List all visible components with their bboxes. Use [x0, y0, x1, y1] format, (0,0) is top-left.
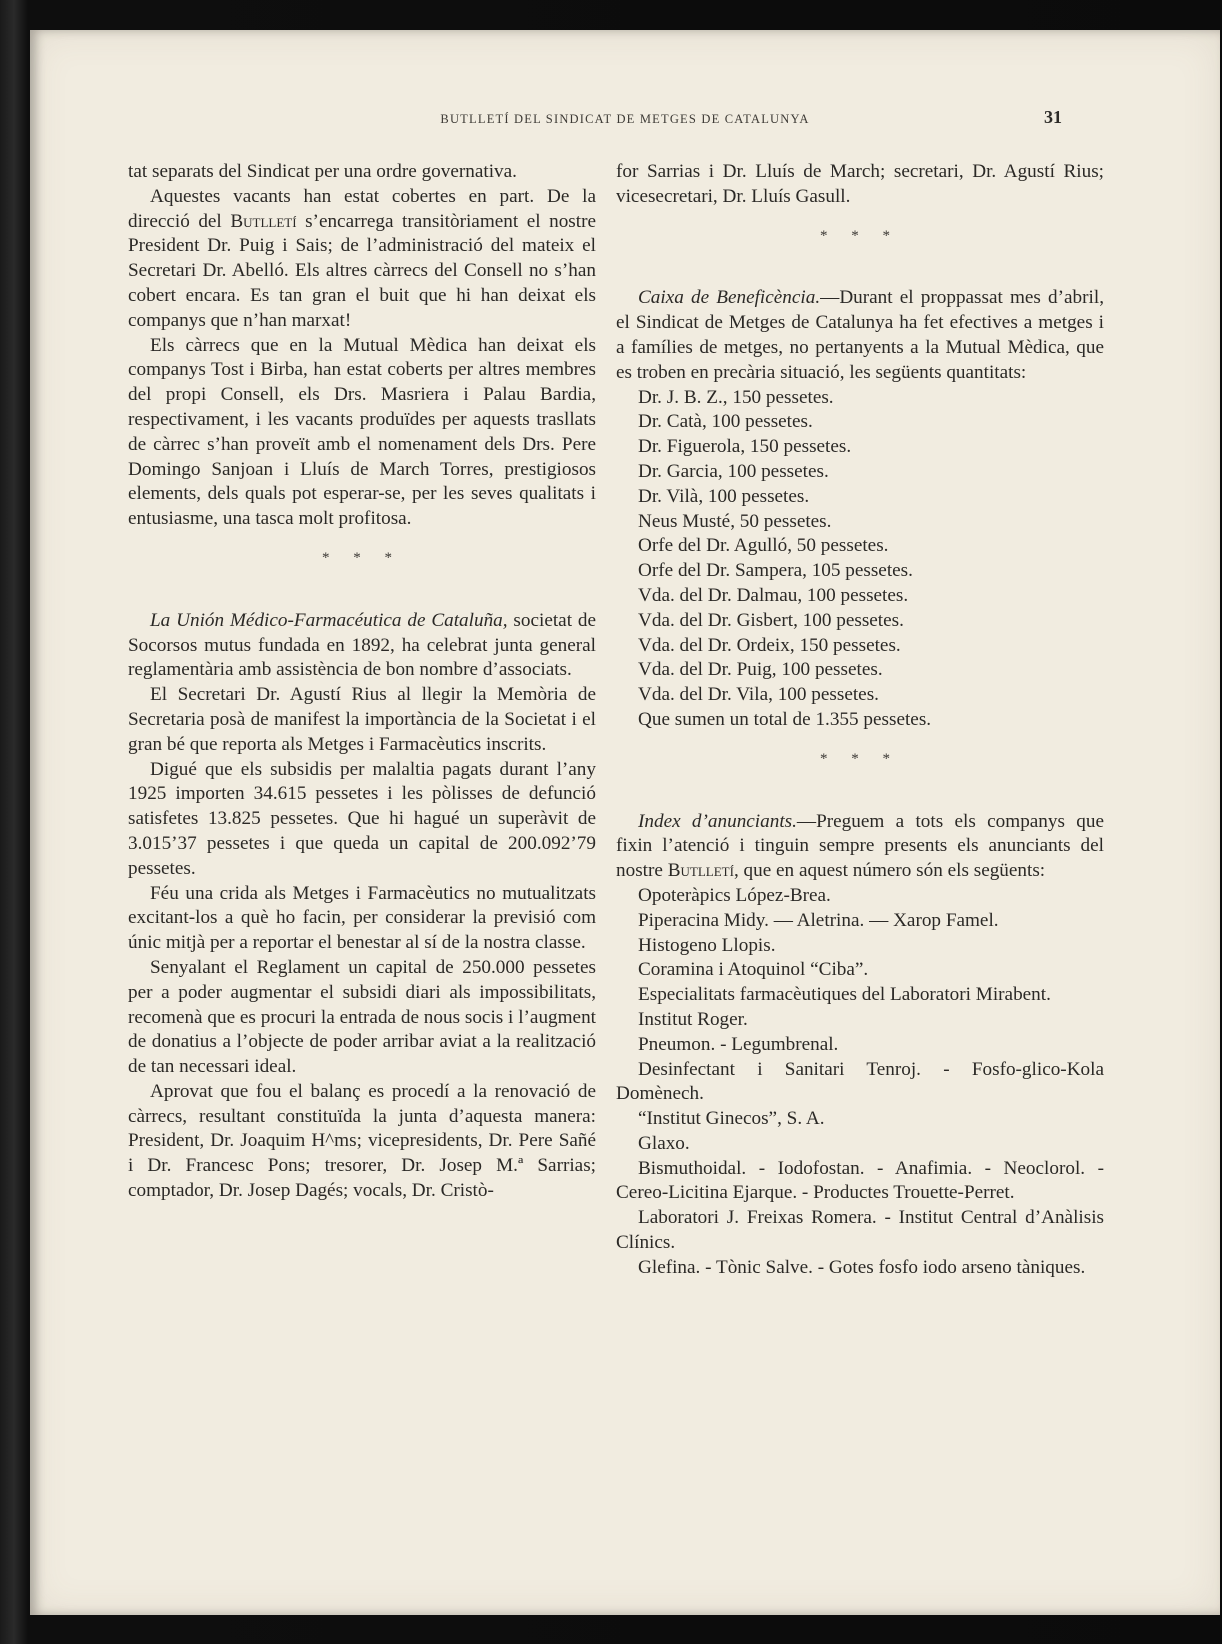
left-column — [128, 160, 596, 1204]
list-item: Dr. J. B. Z., 150 pessetes. — [638, 386, 834, 408]
section-lead: La Unión Médico-Farmacéutica de Cataluña, — [150, 609, 508, 631]
text-run: s’encarrega transitòriament el nostre President Dr. Puig i Sais; de l’administració del mateix el Secretari Dr. Abelló. Els altres càrrecs del Consell no s’han cobert encara. Es tan gran el buit que hi han deixat els companys que n’han marxat! — [128, 210, 596, 331]
list-item: Bismuthoidal. - Iodofostan. - Anafimia. - Neoclorol. - Cereo-Licitina Ejarque. - Productes Trouette-Perret. — [616, 1157, 1104, 1204]
text-run: Aquestes vacants han estat cobertes en part. De la direcció del — [128, 185, 596, 232]
list-item: Neus Musté, 50 pessetes. — [638, 510, 832, 532]
list-item: Vda. del Dr. Puig, 100 pessetes. — [638, 659, 883, 681]
running-header: BUTLLETÍ DEL SINDICAT DE METGES DE CATALUNYA — [440, 112, 810, 126]
paragraph: tat separats del Sindicat per una ordre governativa. — [128, 161, 517, 182]
paragraph: for Sarrias i Dr. Lluís de March; secretari, Dr. Agustí Rius; vicesecretari, Dr. Lluís Gasull. — [616, 161, 1104, 207]
paragraph: Féu una crida als Metges i Farmacèutics no mutualitzats excitant-los a què ho facin, per considerar la previsió com únic mitjà per a reportar el benestar al sí de la nostra classe. — [128, 882, 596, 954]
list-item: Especialitats farmacèutiques del Laboratori Mirabent. — [638, 984, 1051, 1006]
list-item: Dr. Vilà, 100 pessetes. — [638, 485, 810, 507]
paragraph: Digué que els subsidis per malaltia pagats durant l’any 1925 importen 34.615 pessetes i les pòlisses de defunció satisfetes 13.825 pessetes. Que hi hagué un superàvit de 3.015’37 pessetes i que queda un capital de 200.092’79 pessetes. — [128, 758, 596, 879]
paragraph: El Secretari Dr. Agustí Rius al llegir la Memòria de Secretaria posà de manifest la importància de la Societat i el gran bé que reporta als Metges i Farmacèutics inscrits. — [128, 684, 596, 755]
list-item: Orfe del Dr. Agulló, 50 pessetes. — [638, 535, 889, 557]
text-run: societat de Socorsos mutus fundada en 1892, ha celebrat junta general reglamentària amb assistència de bon nombre d’associats. — [128, 609, 596, 681]
section-separator: * * * — [820, 750, 900, 767]
section-separator: * * * — [322, 549, 402, 566]
list-item: Desinfectant i Sanitari Tenroj. - Fosfo-glico-Kola Domènech. — [616, 1058, 1104, 1105]
bulletin-name: Butlletí — [667, 860, 734, 882]
paragraph: Senyalant el Reglament un capital de 250.000 pessetes per a poder augmentar el subsidi diari als impossibilitats, recomenà que es procuri la entrada de nous socis i l’augment de donatius a l’objecte de poder arribar aviat a la realització de tan necessari ideal. — [128, 956, 596, 1078]
list-item: Dr. Catà, 100 pessetes. — [638, 411, 813, 433]
section-lead: Index d’anunciants. — [638, 810, 797, 832]
list-item: Vda. del Dr. Ordeix, 150 pessetes. — [638, 634, 901, 656]
text-run: , que en aquest número són els següents: — [733, 860, 1046, 882]
list-item: Institut Roger. — [638, 1008, 748, 1030]
paragraph — [616, 286, 1104, 385]
paragraph: Aprovat que fou el balanç es procedí a la renovació de càrrecs, resultant constituïda la junta d’aquesta manera: President, Dr. Joaquim H^ms; vicepresidents, Dr. Pere Sañé i Dr. Francesc Pons; tresorer, Dr. Josep M.ª Sarrias; comptador, Dr. Josep Dagés; vocals, Dr. Cristò- — [128, 1080, 596, 1202]
list-item: “Institut Ginecos”, S. A. — [638, 1108, 825, 1130]
list-item: Vda. del Dr. Gisbert, 100 pessetes. — [638, 609, 904, 631]
list-item: Histogeno Llopis. — [638, 934, 776, 956]
list-item: Dr. Garcia, 100 pessetes. — [638, 460, 829, 482]
section-separator: * * * — [820, 227, 900, 244]
text-run: —Durant el proppassat mes d’abril, el Sindicat de Metges de Catalunya ha fet efectives a metges i a famílies de metges, no pertanyents a la Mutual Mèdica, que es troben en precària situació, les següents quantitats: — [616, 287, 1104, 383]
list-item: Vda. del Dr. Dalmau, 100 pessetes. — [638, 584, 909, 606]
list-item: Opoteràpics López-Brea. — [638, 884, 831, 906]
paragraph — [128, 609, 596, 683]
paragraph: Els càrrecs que en la Mutual Mèdica han deixat els companys Tost i Birba, han estat coberts per altres membres del propi Consell, els Drs. Masriera i Palau Bardia, respectivament, i les vacants produïdes per aquests trasllats de càrrec s’han proveït amb el nomenament dels Drs. Pere Domingo Sanjoan i Lluís de March Torres, prestigiosos elements, dels quals pot esperar-se, per les seves qualitats i entusiasme, una tasca molt profitosa. — [128, 334, 596, 530]
list-item: Pneumon. - Legumbrenal. — [638, 1033, 839, 1055]
page-number: 31 — [1044, 107, 1062, 127]
list-item: Glaxo. — [638, 1132, 690, 1154]
list-item: Glefina. - Tònic Salve. - Gotes fosfo iodo arseno tàniques. — [638, 1256, 1086, 1278]
paragraph — [616, 810, 1104, 884]
list-item: Laboratori J. Freixas Romera. - Institut Central d’Anàlisis Clínics. — [616, 1207, 1104, 1254]
list-item: Piperacina Midy. — Aletrina. — Xarop Famel. — [638, 909, 999, 931]
right-column — [616, 160, 1104, 1281]
bulletin-name: Butlletí — [230, 210, 297, 232]
list-item: Vda. del Dr. Vila, 100 pessetes. — [638, 684, 879, 706]
section-lead: Caixa de Beneficència. — [638, 287, 821, 309]
list-item: Coramina i Atoquinol “Ciba”. — [638, 959, 869, 981]
list-item: Orfe del Dr. Sampera, 105 pessetes. — [638, 560, 913, 582]
paragraph — [128, 185, 596, 334]
document-page — [30, 30, 1220, 1615]
list-item: Que sumen un total de 1.355 pessetes. — [638, 708, 932, 730]
list-item: Dr. Figuerola, 150 pessetes. — [638, 436, 852, 458]
text-run: —Preguem a tots els companys que fixin l’atenció i tinguin sempre presents els anunciants del nostre — [616, 810, 1104, 882]
